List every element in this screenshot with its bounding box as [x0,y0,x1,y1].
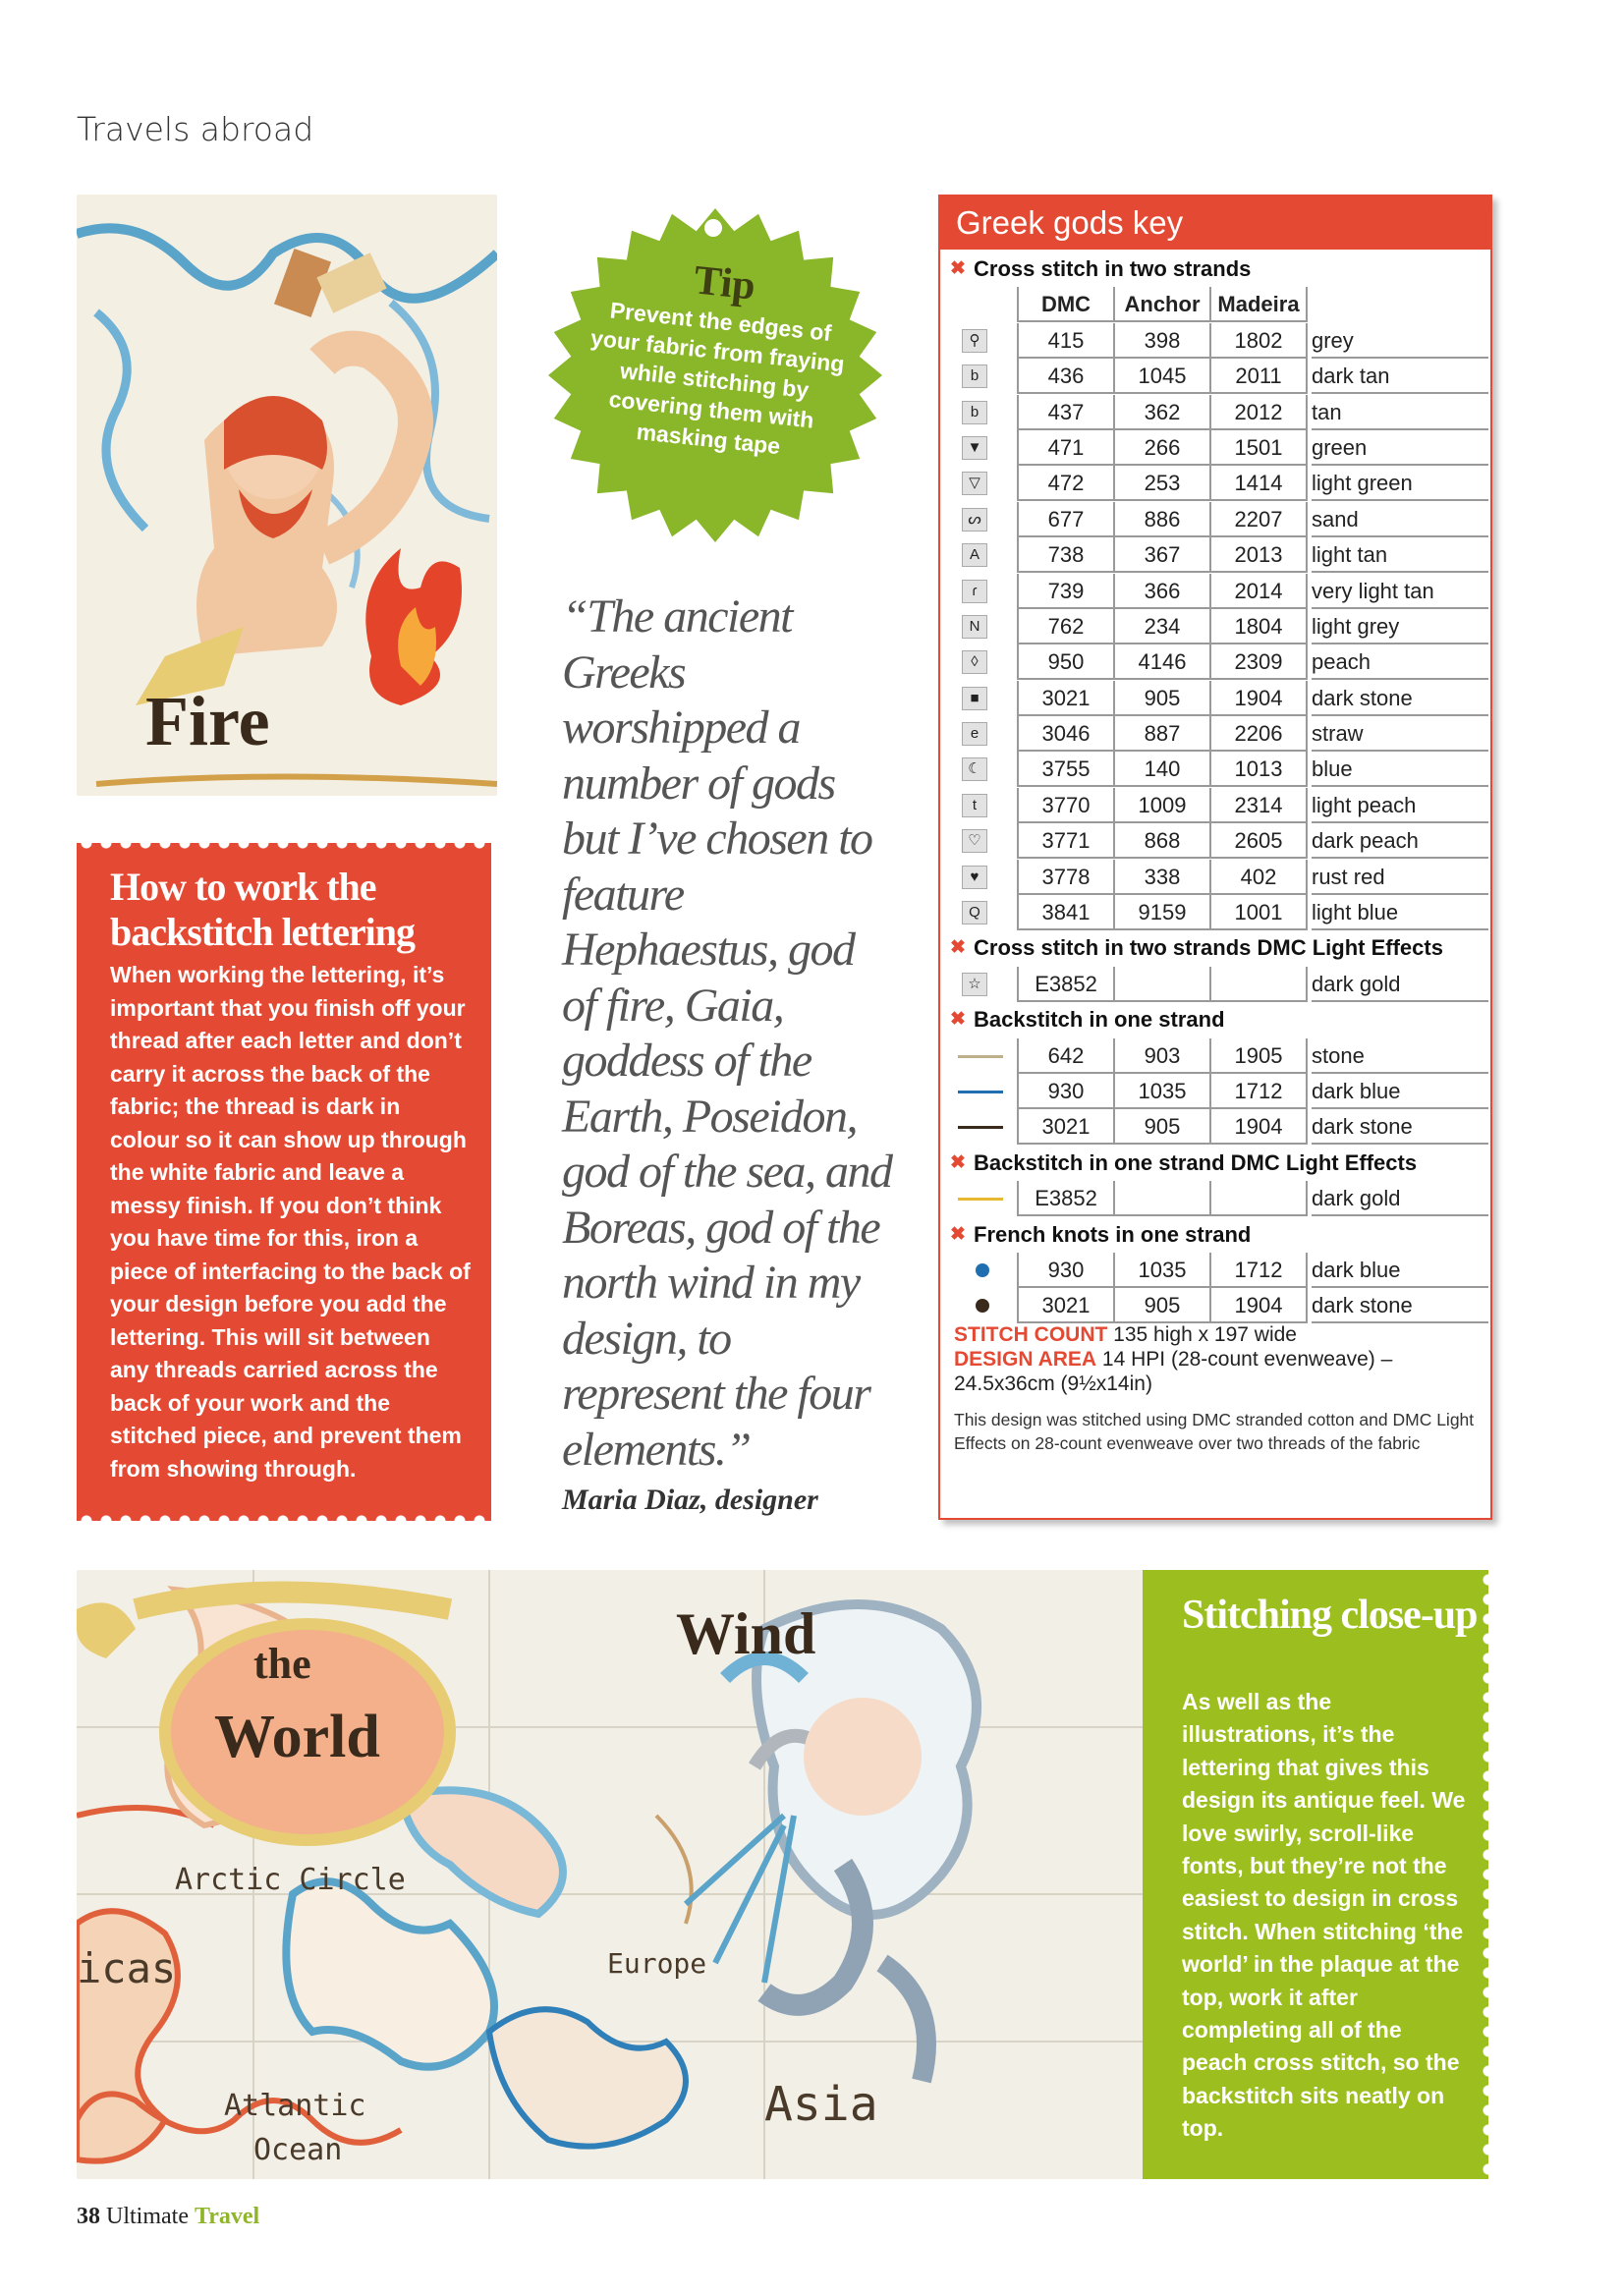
backstitch-line-icon [958,1198,1003,1201]
colour-name: light tan [1312,537,1488,573]
key-symbol-cell [948,537,1013,571]
key-row [948,1253,1483,1288]
anchor-code: 905 [1113,681,1209,716]
key-symbol-cell [948,359,1013,392]
dmc-code: 3021 [1017,681,1113,716]
key-row [948,1038,1483,1074]
right-scallop [1482,1570,1495,2179]
page-footer [77,2204,259,2230]
key-row [948,574,1483,609]
anchor-code: 903 [1113,1038,1209,1074]
colour-name: dark gold [1312,1181,1488,1216]
anchor-code: 905 [1113,1288,1209,1323]
anchor-code [1113,967,1209,1002]
madeira-code: 1414 [1209,466,1308,501]
key-symbol-cell [948,860,1013,893]
madeira-code [1209,1181,1308,1216]
dmc-code: 3841 [1017,895,1113,930]
key-symbol-cell [948,752,1013,785]
madeira-code: 1905 [1209,1038,1308,1074]
colour-name: dark peach [1312,823,1488,859]
key-row [948,609,1483,644]
magazine-name: Ultimate [106,2204,189,2229]
colour-name: dark tan [1312,359,1488,394]
dmc-code: 3778 [1017,860,1113,895]
colour-name: dark stone [1312,681,1488,716]
colour-name: tan [1312,395,1488,430]
key-section-heading: ✖ Backstitch in one strand [948,1002,1483,1037]
dmc-code: 930 [1017,1074,1113,1109]
colour-name: dark gold [1312,967,1488,1002]
madeira-code: 1904 [1209,1288,1308,1323]
anchor-code: 886 [1113,502,1209,537]
key-row [948,395,1483,430]
key-row [948,502,1483,537]
key-row [948,1074,1483,1109]
key-section-heading: ✖ Cross stitch in two strands DMC Light Effects [948,930,1483,966]
arctic-circle-label: Arctic Circle [175,1863,406,1897]
key-row [948,644,1483,680]
madeira-code: 2011 [1209,359,1308,394]
quote-attribution: Maria Diaz, designer [562,1484,818,1516]
madeira-code: 2013 [1209,537,1308,573]
key-row [948,466,1483,501]
fire-label [145,682,270,760]
madeira-code: 2014 [1209,574,1308,609]
dmc-code: E3852 [1017,967,1113,1002]
col-header-dmc: DMC [1017,287,1113,322]
key-row [948,430,1483,466]
tip-badge [538,196,892,550]
europe-label: Europe [607,1947,707,1980]
key-symbol-cell [948,1288,1013,1321]
key-symbol-cell [948,1074,1013,1107]
anchor-code: 905 [1113,1109,1209,1145]
key-symbol-cell [948,1038,1013,1072]
stitch-symbol-icon: ☾ [962,757,987,781]
closeup-box-title: Stitching close-up [1182,1593,1478,1638]
colour-name: light blue [1312,895,1488,930]
anchor-code: 1035 [1113,1074,1209,1109]
madeira-code: 402 [1209,860,1308,895]
anchor-code: 362 [1113,395,1209,430]
key-symbol-cell [948,895,1013,928]
key-row [948,359,1483,394]
key-symbol-cell [948,967,1013,1000]
col-header-madeira: Madeira [1209,287,1308,322]
anchor-code: 1045 [1113,359,1209,394]
key-section-heading: ✖ French knots in one strand [948,1217,1483,1253]
key-symbol-cell [948,681,1013,714]
stitch-count-label: STITCH COUNT [954,1323,1108,1346]
key-row [948,1181,1483,1216]
stitch-symbol-icon: ᔕ [962,508,987,532]
colour-name: rust red [1312,860,1488,895]
fire-text: Fire [145,682,270,760]
colour-name: sand [1312,502,1488,537]
madeira-code: 1904 [1209,681,1308,716]
dmc-code: 642 [1017,1038,1113,1074]
key-row [948,323,1483,359]
dmc-code: 437 [1017,395,1113,430]
stitch-symbol-icon: ◊ [962,650,987,674]
bottom-scallop [77,1514,491,1528]
dmc-code: 3771 [1017,823,1113,859]
dmc-code: 762 [1017,609,1113,644]
stitch-symbol-icon: ɾ [962,580,987,603]
madeira-code: 1802 [1209,323,1308,359]
key-row [948,823,1483,859]
colour-name: blue [1312,752,1488,787]
key-row [948,967,1483,1002]
anchor-code: 4146 [1113,644,1209,680]
dmc-code: 3021 [1017,1109,1113,1145]
colour-name: dark stone [1312,1109,1488,1145]
madeira-code: 2314 [1209,788,1308,823]
stitch-symbol-icon: t [962,794,987,817]
anchor-code: 868 [1113,823,1209,859]
anchor-code: 887 [1113,716,1209,752]
madeira-code: 1501 [1209,430,1308,466]
americas-label: icas [77,1944,177,1992]
section-title: Travels abroad [77,110,314,148]
key-symbol-cell [948,323,1013,357]
key-section-heading: ✖ Backstitch in one strand DMC Light Effects [948,1146,1483,1181]
key-footer [954,1322,1475,1455]
dmc-code: 471 [1017,430,1113,466]
madeira-code: 2207 [1209,502,1308,537]
dmc-code: 436 [1017,359,1113,394]
madeira-code: 2206 [1209,716,1308,752]
key-row [948,860,1483,895]
dmc-code: 3046 [1017,716,1113,752]
stitch-symbol-icon: Q [962,901,987,924]
wind-label: Wind [676,1601,816,1666]
key-row [948,895,1483,930]
colour-name: dark blue [1312,1253,1488,1288]
hephaestus-fire-photo [77,195,497,796]
french-knot-icon [976,1299,989,1313]
anchor-code: 1035 [1113,1253,1209,1288]
stitch-symbol-icon: ⚲ [962,329,987,353]
anchor-code [1113,1181,1209,1216]
key-symbol-cell [948,788,1013,821]
materials-note: This design was stitched using DMC stranded cotton and DMC Light Effects on 28-count evenweave over two threads of the fabric [954,1410,1475,1453]
key-symbol-cell [948,395,1013,428]
madeira-code: 1904 [1209,1109,1308,1145]
col-header-anchor: Anchor [1113,287,1209,322]
backstitch-line-icon [958,1055,1003,1058]
dmc-code: E3852 [1017,1181,1113,1216]
key-symbol-cell [948,1181,1013,1214]
madeira-code: 2309 [1209,644,1308,680]
stitch-symbol-icon: ♡ [962,829,987,853]
dmc-code: 739 [1017,574,1113,609]
colour-name: straw [1312,716,1488,752]
key-symbol-cell [948,502,1013,535]
key-symbol-cell [948,1253,1013,1286]
anchor-code: 234 [1113,609,1209,644]
dmc-code: 950 [1017,644,1113,680]
madeira-code: 2605 [1209,823,1308,859]
dmc-code: 677 [1017,502,1113,537]
atlantic-label: Atlantic [224,2089,366,2123]
colour-name: peach [1312,644,1488,680]
colour-name: very light tan [1312,574,1488,609]
key-row [948,1109,1483,1145]
design-area-label: DESIGN AREA [954,1348,1097,1371]
anchor-code: 367 [1113,537,1209,573]
key-section-heading: ✖ Cross stitch in two strands [948,252,1483,287]
french-knot-icon [976,1263,989,1277]
colour-name: light grey [1312,609,1488,644]
key-symbol-cell [948,823,1013,857]
stitch-symbol-icon: ▽ [962,472,987,495]
stitch-symbol-icon: N [962,615,987,639]
madeira-code: 1712 [1209,1074,1308,1109]
key-table [948,252,1483,1324]
anchor-code: 398 [1113,323,1209,359]
colour-name: light green [1312,466,1488,501]
stitch-count-value: 135 high x 197 wide [1113,1323,1297,1346]
key-symbol-cell [948,1109,1013,1143]
asia-label: Asia [764,2077,878,2132]
stitch-symbol-icon: e [962,722,987,746]
madeira-code: 1712 [1209,1253,1308,1288]
stitch-symbol-icon: b [962,364,987,388]
key-row [948,537,1483,573]
anchor-code: 1009 [1113,788,1209,823]
dmc-code: 930 [1017,1253,1113,1288]
stitch-symbol-icon: A [962,543,987,567]
tip-text: Prevent the edges of your fabric from fraying while stitching by covering them with masking tape [589,297,846,460]
dmc-code: 3021 [1017,1288,1113,1323]
top-scallop [77,836,491,850]
closeup-box-body: As well as the illustrations, it’s the lettering that gives this design its antique feel. We love swirly, scroll-like fonts, but they’re not the easiest to design in cross stitch. When stitching ‘the world’ in the plaque at the top, work it after completing all of the peach cross stitch, so the backstitch sits neatly on top. [1182,1689,1466,2142]
key-symbol-cell [948,574,1013,607]
the-label: the [253,1640,311,1688]
backstitch-box-title: How to work the backstitch lettering [110,865,415,954]
anchor-code: 140 [1113,752,1209,787]
stitch-symbol-icon: b [962,401,987,424]
colour-name: dark blue [1312,1074,1488,1109]
page-number: 38 [77,2204,100,2229]
key-symbol-cell [948,644,1013,678]
anchor-code: 9159 [1113,895,1209,930]
madeira-code [1209,967,1308,1002]
colour-name: green [1312,430,1488,466]
key-row [948,788,1483,823]
world-label: World [214,1704,380,1770]
stitch-symbol-icon: ♥ [962,866,987,889]
backstitch-line-icon [958,1091,1003,1093]
colour-name: stone [1312,1038,1488,1074]
backstitch-tip-box [77,843,491,1521]
magazine-section: Travel [194,2204,260,2229]
key-symbol-cell [948,466,1013,499]
key-row [948,752,1483,787]
key-symbol-cell [948,430,1013,464]
colour-name: light peach [1312,788,1488,823]
key-row [948,716,1483,752]
key-title: Greek gods key [940,196,1490,250]
tip-title: Tip [692,257,757,309]
dmc-code: 415 [1017,323,1113,359]
key-column-headers [948,287,1483,322]
key-row [948,1288,1483,1323]
dmc-code: 738 [1017,537,1113,573]
madeira-code: 2012 [1209,395,1308,430]
anchor-code: 266 [1113,430,1209,466]
anchor-code: 338 [1113,860,1209,895]
madeira-code: 1804 [1209,609,1308,644]
madeira-code: 1013 [1209,752,1308,787]
dmc-code: 3770 [1017,788,1113,823]
key-symbol-cell [948,716,1013,750]
dmc-code: 472 [1017,466,1113,501]
key-symbol-cell [948,609,1013,643]
ocean-label: Ocean [253,2133,343,2167]
stitch-symbol-icon: ■ [962,687,987,710]
anchor-code: 366 [1113,574,1209,609]
stitching-closeup-box [1143,1570,1488,2179]
stitch-symbol-icon: ☆ [962,973,987,996]
world-map-closeup-photo [77,1570,1143,2179]
backstitch-box-body: When working the lettering, it’s important that you finish off your thread after each letter and don’t carry it across the back of the fabric; the thread is dark in colour so it can show up through the white fabric and leave a messy finish. If you don’t think you have time for this, iron a piece of interfacing to the back of your design before you add the lettering. This will sit between any threads carried across the back of your work and the stitched piece, and prevent them from showing through. [110,962,471,1482]
greek-gods-key [938,195,1492,1520]
design-area-value: 14 HPI (28-count evenweave) – 24.5x36cm (9½x14in) [954,1348,1393,1395]
dmc-code: 3755 [1017,752,1113,787]
madeira-code: 1001 [1209,895,1308,930]
anchor-code: 253 [1113,466,1209,501]
designer-quote: “The ancient Greeks worshipped a number of gods but I’ve chosen to feature Hephaestus, god of fire, Gaia, goddess of the Earth, Poseidon, god of the sea, and Boreas, god of the north wind in my design, to represent the four elements.” [562,590,892,1476]
colour-name: grey [1312,323,1488,359]
stitch-symbol-icon: ▼ [962,436,987,460]
key-row [948,681,1483,716]
backstitch-line-icon [958,1126,1003,1129]
colour-name: dark stone [1312,1288,1488,1323]
